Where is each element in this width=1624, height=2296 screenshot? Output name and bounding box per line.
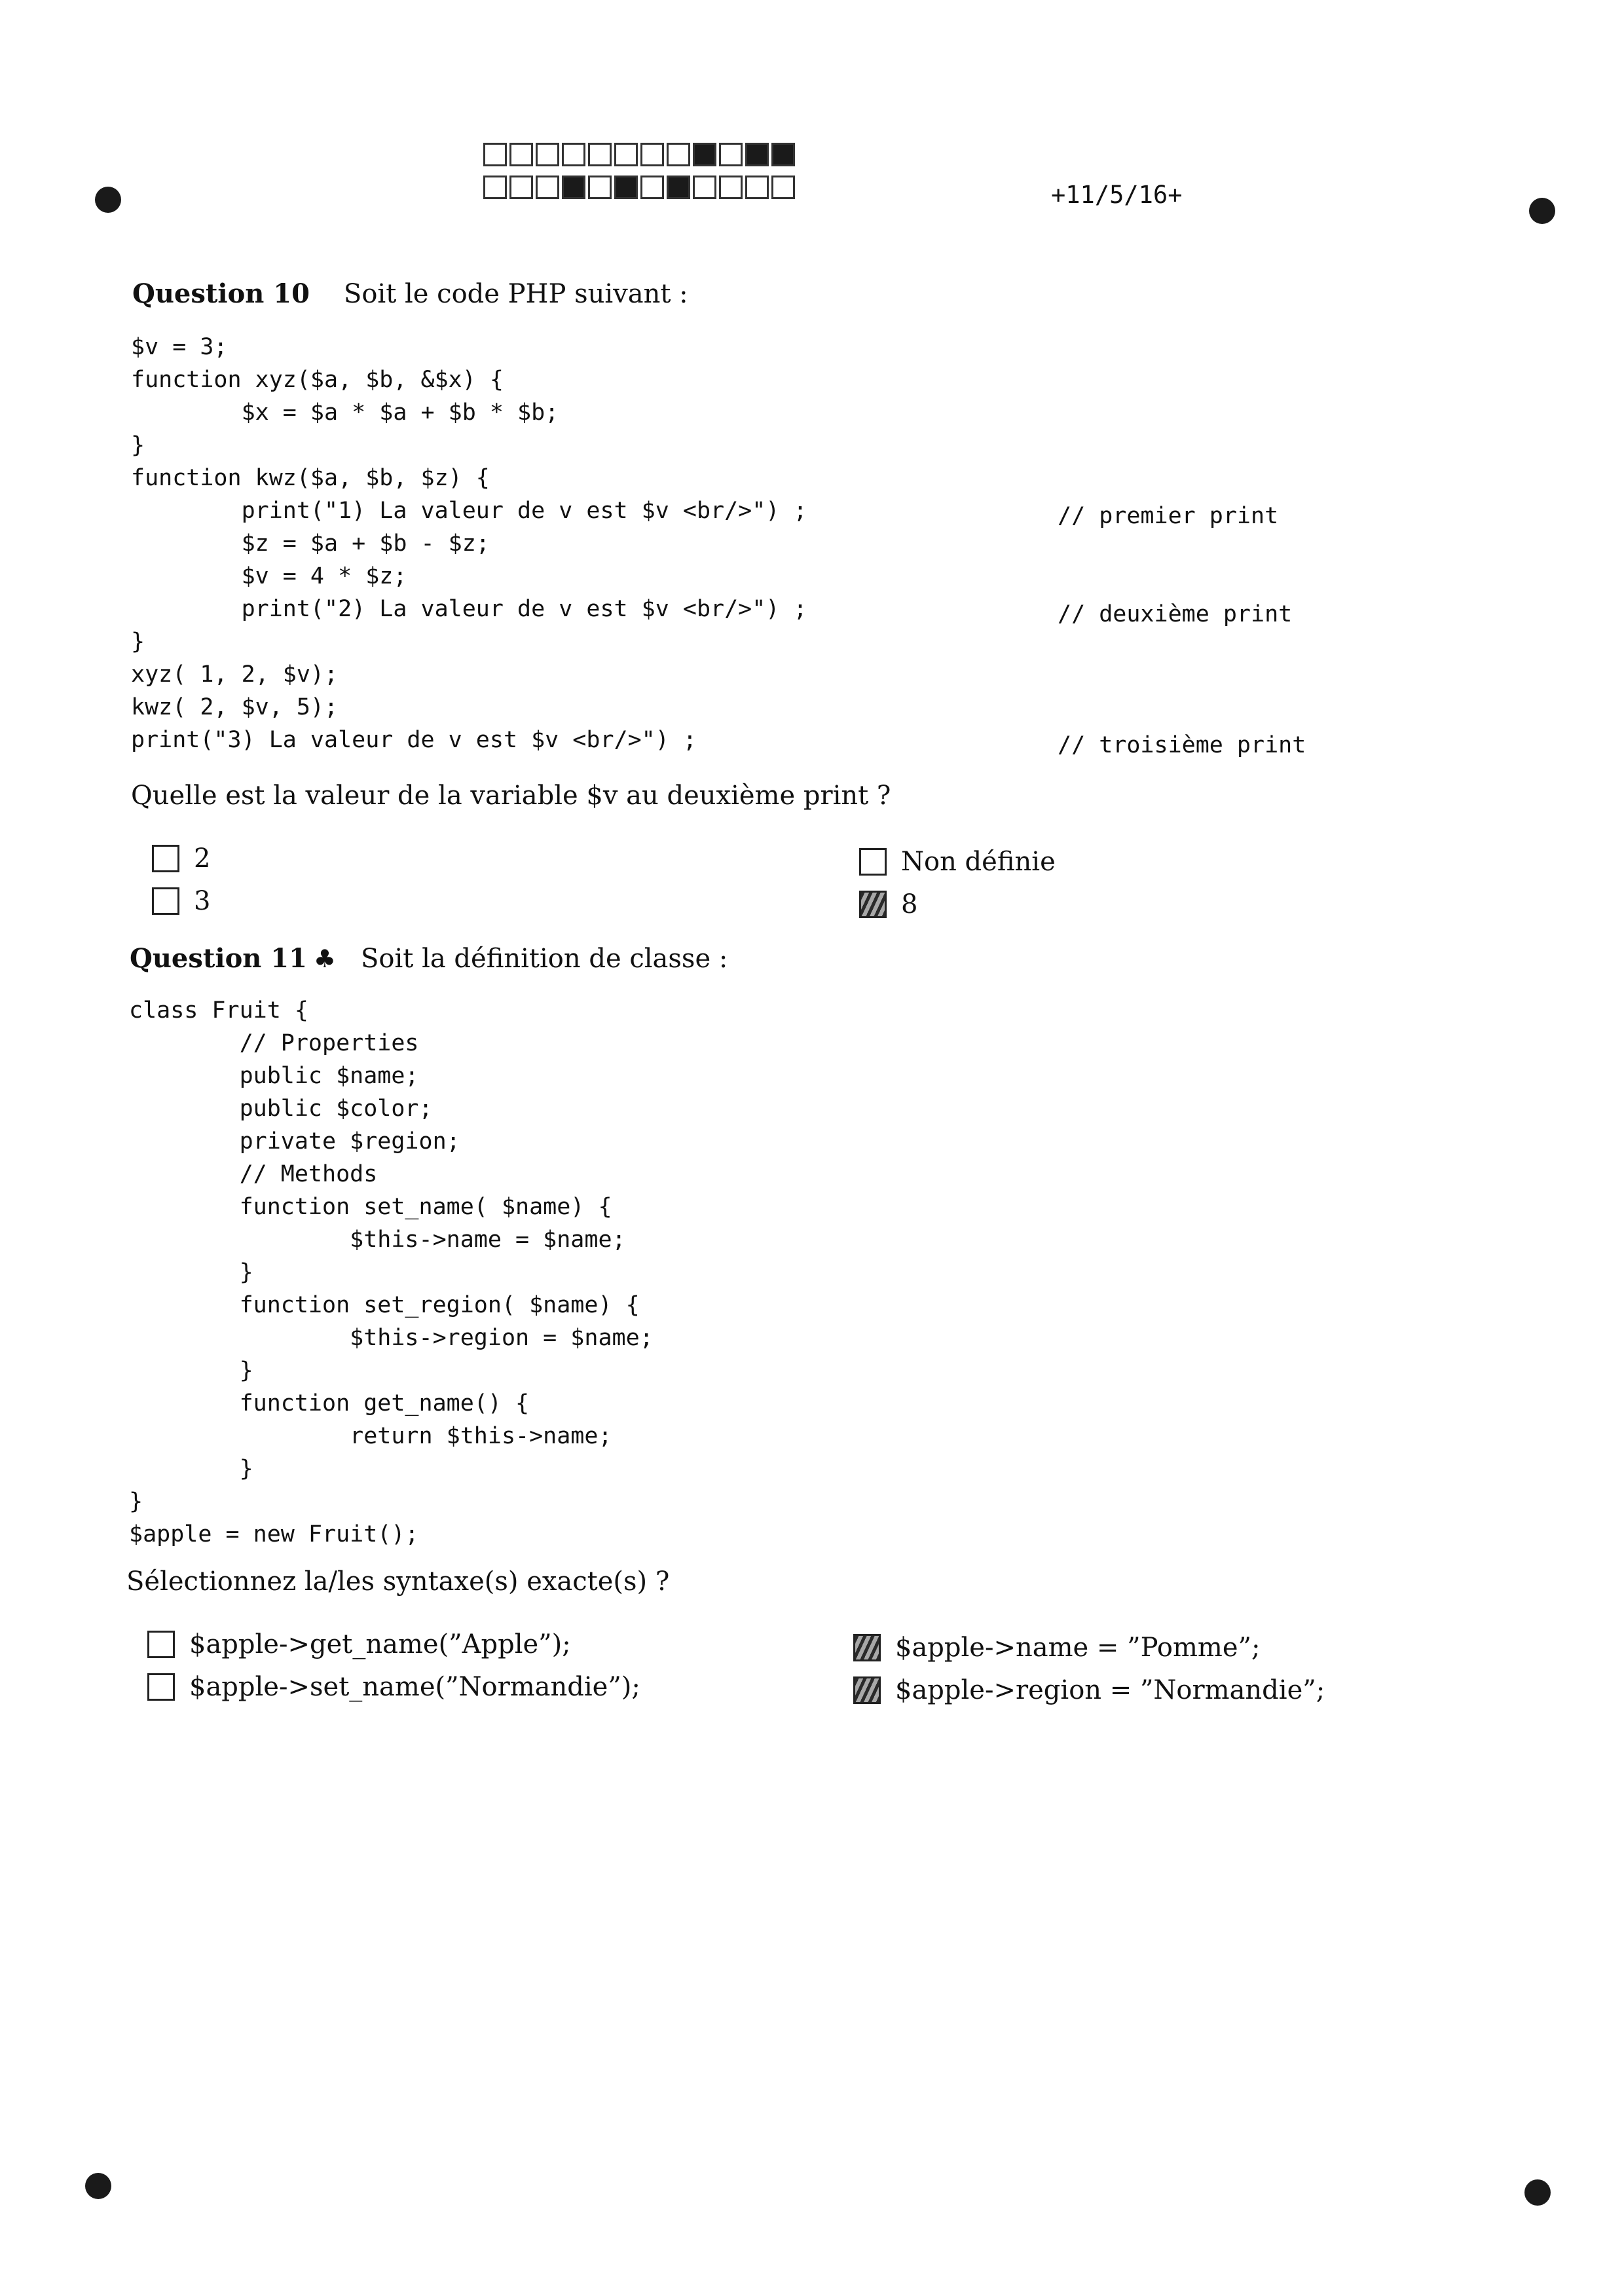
q10-option-8[interactable]: [859, 889, 917, 919]
question-10-code: $v = 3; function xyz($a, $b, &$x) { $x = $a * $a + $b * $b; } function kwz($a, $b, $z) { print("1) La valeur de v est $v <br/>") ; $z = $a + $b - $z; $v = 4 * $z; print("2) La valeur de v est $v <br/>") ; } xyz( 1, 2, $v); kwz( 2, $v, 5); print("3) La valeur de v est $v <br/>") ;: [131, 334, 807, 753]
question-11-question: Sélectionnez la/les syntaxe(s) exacte(s) ?: [126, 1566, 670, 1597]
option-label: $apple->name = ”Pomme”;: [895, 1633, 1261, 1663]
checkbox[interactable]: [147, 1673, 175, 1701]
question-10-question: Quelle est la valeur de la variable $v au deuxième print ?: [131, 781, 891, 811]
checkbox[interactable]: [859, 848, 887, 876]
barcode-cell-empty: [667, 143, 690, 166]
option-label: Non définie: [901, 847, 1056, 877]
barcode-cell-filled: [614, 176, 638, 199]
barcode-cell-empty: [614, 143, 638, 166]
checkbox[interactable]: [152, 845, 179, 872]
option-label: $apple->set_name(”Normandie”);: [189, 1672, 640, 1702]
barcode-row-1: [483, 143, 798, 166]
barcode-cell-empty: [693, 176, 716, 199]
question-10-intro: Soit le code PHP suivant :: [343, 279, 688, 309]
question-11-label: Question 11: [130, 943, 307, 974]
barcode-cell-empty: [562, 143, 585, 166]
barcode-cell-filled: [745, 143, 769, 166]
question-11-code: class Fruit { // Properties public $name; public $color; private $region; // Methods function set_name( $name) { $this->name = $name; } function set_region( $name) { $this->region = $name; } function get_name() { return $this->name; } } $apple = new Fruit();: [129, 997, 654, 1547]
q11-option-name-pomme[interactable]: [853, 1633, 1260, 1663]
barcode-cell-empty: [640, 143, 664, 166]
q11-option-get-name[interactable]: [147, 1629, 571, 1659]
question-10-label: Question 10: [132, 278, 310, 309]
barcode-cell-empty: [771, 176, 795, 199]
registration-mark-top-left: [95, 187, 121, 213]
checkbox[interactable]: [152, 887, 179, 915]
registration-mark-bottom-right: [1524, 2179, 1551, 2206]
comment-troisieme-print: // troisième print: [1058, 732, 1306, 758]
barcode-cell-empty: [588, 143, 612, 166]
barcode-cell-filled: [693, 143, 716, 166]
barcode-cell-empty: [509, 143, 533, 166]
q11-option-set-name[interactable]: [147, 1672, 640, 1702]
registration-mark-bottom-left: [85, 2173, 111, 2199]
barcode-cell-empty: [509, 176, 533, 199]
barcode-cell-empty: [483, 143, 507, 166]
checkbox-checked[interactable]: [853, 1634, 881, 1661]
barcode-cell-empty: [483, 176, 507, 199]
barcode-cell-empty: [536, 143, 559, 166]
registration-mark-top-right: [1529, 198, 1555, 224]
option-label: 3: [194, 886, 211, 916]
question-11-title: [130, 943, 728, 974]
option-label: 2: [194, 843, 211, 874]
option-label: 8: [901, 889, 918, 919]
checkbox-checked[interactable]: [853, 1676, 881, 1704]
q10-option-2[interactable]: [152, 843, 210, 874]
checkbox[interactable]: [147, 1631, 175, 1658]
q10-option-non-definie[interactable]: [859, 847, 1056, 877]
barcode-cell-empty: [719, 143, 743, 166]
barcode-cell-empty: [745, 176, 769, 199]
checkbox-checked[interactable]: [859, 891, 887, 918]
barcode-cell-empty: [640, 176, 664, 199]
q11-option-region-normandie[interactable]: [853, 1675, 1325, 1705]
barcode-row-2: [483, 176, 798, 199]
question-11-intro: Soit la définition de classe :: [361, 944, 728, 974]
barcode-cell-empty: [719, 176, 743, 199]
question-10-title: [132, 278, 688, 309]
barcode-cell-filled: [667, 176, 690, 199]
option-label: $apple->region = ”Normandie”;: [895, 1675, 1325, 1705]
barcode-cell-filled: [562, 176, 585, 199]
comment-premier-print: // premier print: [1058, 503, 1279, 529]
club-icon: ♣: [313, 944, 336, 973]
page-id: +11/5/16+: [1051, 181, 1183, 209]
comment-deuxieme-print: // deuxième print: [1058, 601, 1293, 627]
barcode-cell-filled: [771, 143, 795, 166]
barcode-cell-empty: [588, 176, 612, 199]
q10-option-3[interactable]: [152, 886, 210, 916]
barcode-cell-empty: [536, 176, 559, 199]
option-label: $apple->get_name(”Apple”);: [189, 1629, 571, 1659]
